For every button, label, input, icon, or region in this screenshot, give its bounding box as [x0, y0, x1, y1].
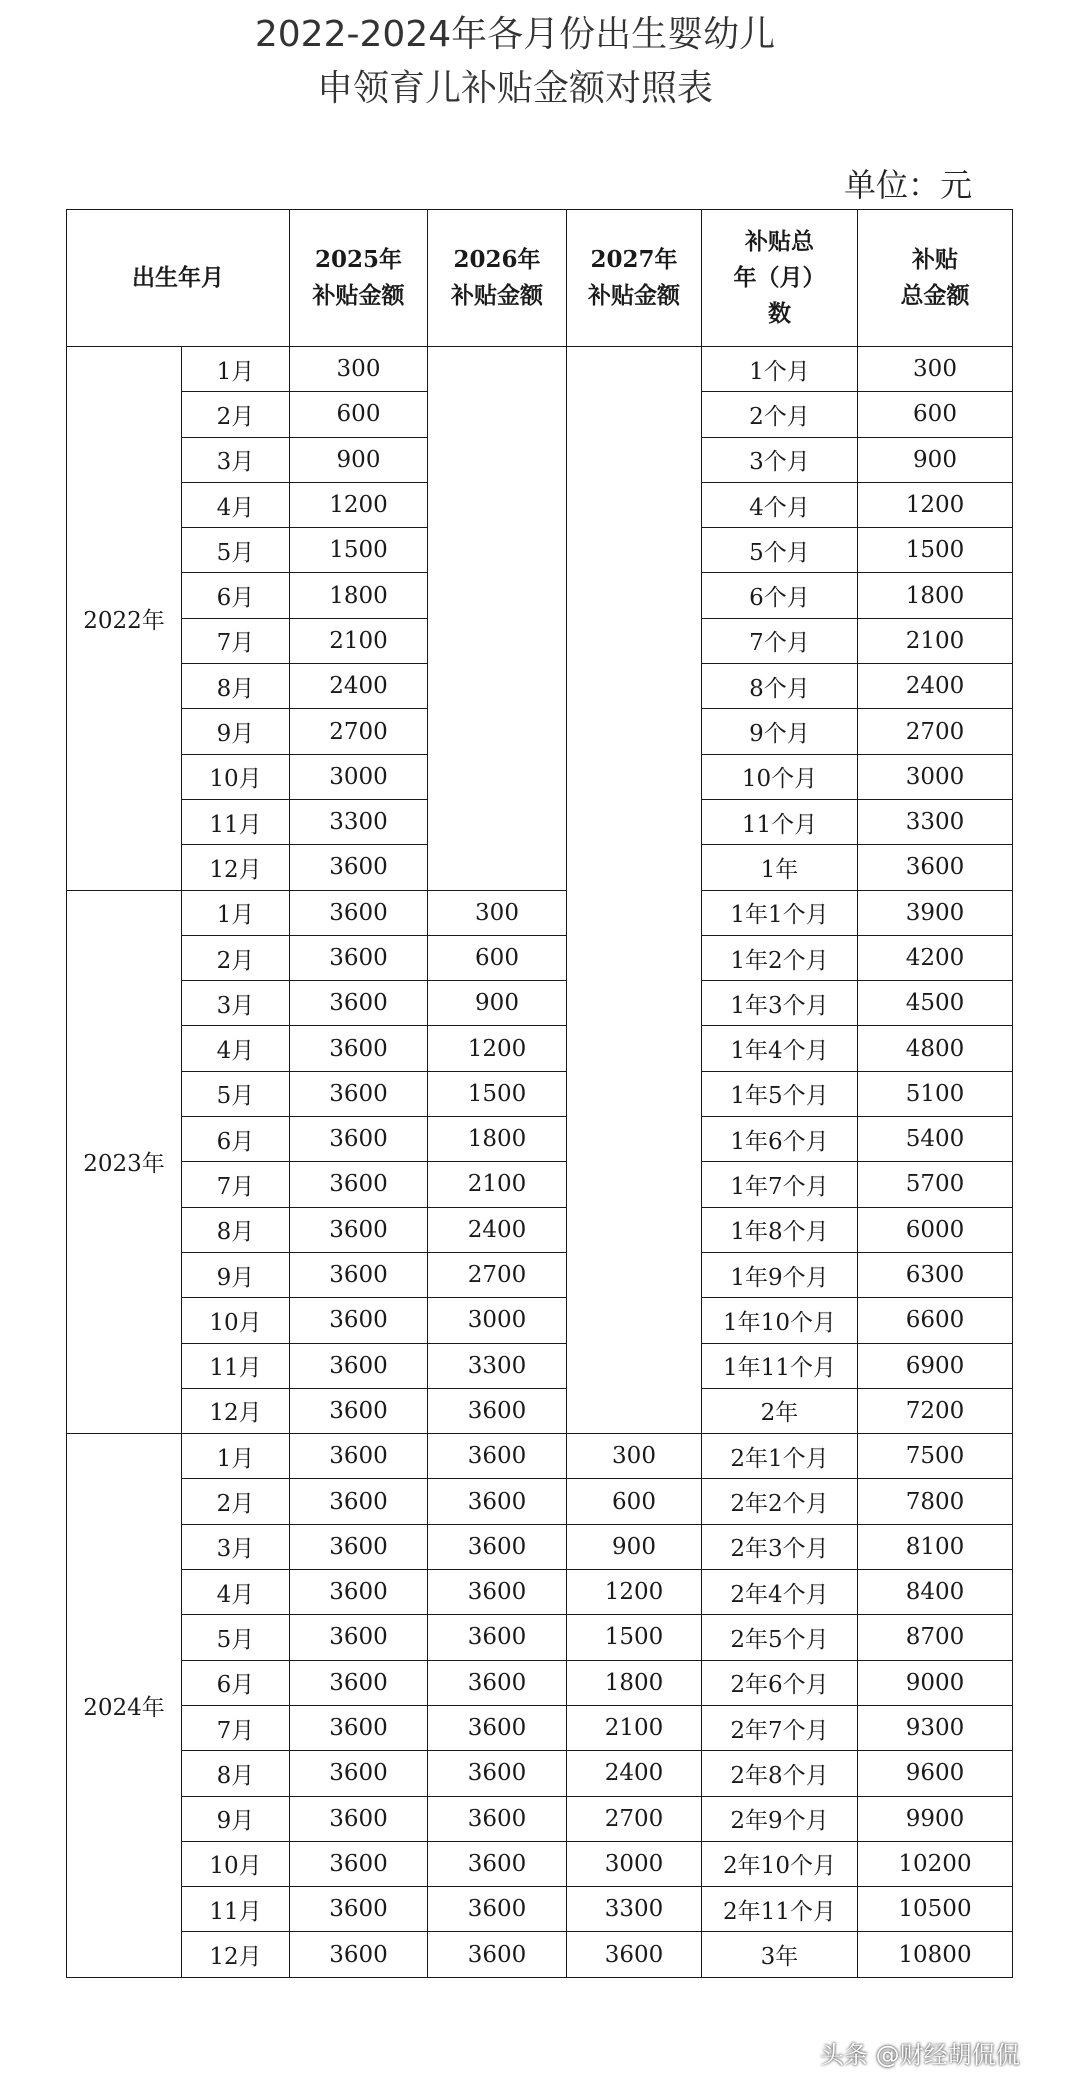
total-cell: 3300 [858, 799, 1013, 844]
duration-cell: 5个月 [702, 528, 858, 573]
duration-cell: 2年9个月 [702, 1796, 858, 1841]
month-cell: 4月 [182, 1570, 290, 1615]
watermark: 头条 @财经胡侃侃 [820, 2041, 1020, 2069]
total-cell: 6600 [858, 1298, 1013, 1343]
total-cell: 8400 [858, 1570, 1013, 1615]
amount-2025-cell: 3600 [290, 1660, 428, 1705]
month-cell: 8月 [182, 1751, 290, 1796]
amount-2026-cell: 300 [428, 890, 567, 935]
amount-2026-cell: 600 [428, 935, 567, 980]
amount-2025-cell: 600 [290, 392, 428, 437]
amount-2026-cell: 2400 [428, 1207, 567, 1252]
month-cell: 11月 [182, 1343, 290, 1388]
amount-2025-cell: 900 [290, 437, 428, 482]
amount-2025-cell: 3600 [290, 1434, 428, 1479]
total-cell: 1500 [858, 528, 1013, 573]
duration-cell: 2年6个月 [702, 1660, 858, 1705]
amount-2026-cell: 2700 [428, 1252, 567, 1297]
month-cell: 9月 [182, 1796, 290, 1841]
duration-cell: 2年1个月 [702, 1434, 858, 1479]
amount-2025-cell: 3600 [290, 1615, 428, 1660]
total-cell: 2100 [858, 618, 1013, 663]
amount-2026-cell: 3600 [428, 1887, 567, 1932]
table-row [67, 1071, 1013, 1116]
amount-2025-cell: 3600 [290, 1252, 428, 1297]
month-cell: 3月 [182, 437, 290, 482]
amount-2025-cell: 3600 [290, 1841, 428, 1886]
month-cell: 1月 [182, 1434, 290, 1479]
month-cell: 12月 [182, 845, 290, 890]
amount-2025-cell: 3600 [290, 1570, 428, 1615]
amount-2025-cell: 3600 [290, 1524, 428, 1569]
total-cell: 1800 [858, 573, 1013, 618]
total-cell: 9000 [858, 1660, 1013, 1705]
amount-2026-cell: 3600 [428, 1796, 567, 1841]
amount-2026-cell: 3600 [428, 1570, 567, 1615]
amount-2025-cell: 3600 [290, 1162, 428, 1207]
amount-2026-cell: 3600 [428, 1660, 567, 1705]
total-cell: 3600 [858, 845, 1013, 890]
month-cell: 10月 [182, 1298, 290, 1343]
amount-2026-cell: 900 [428, 981, 567, 1026]
amount-2026-cell: 1200 [428, 1026, 567, 1071]
amount-2025-cell: 3600 [290, 1796, 428, 1841]
duration-cell: 3年 [702, 1932, 858, 1977]
total-cell: 1200 [858, 482, 1013, 527]
total-cell: 9900 [858, 1796, 1013, 1841]
amount-2025-cell: 3600 [290, 845, 428, 890]
amount-2025-cell: 3600 [290, 1026, 428, 1071]
amount-2025-cell: 300 [290, 347, 428, 392]
duration-cell: 4个月 [702, 482, 858, 527]
amount-2026-cell: 1500 [428, 1071, 567, 1116]
header-2025: 2025年 补贴金额 [290, 210, 428, 347]
amount-2026-cell: 3600 [428, 1434, 567, 1479]
month-cell: 12月 [182, 1932, 290, 1977]
amount-2025-cell: 3600 [290, 1705, 428, 1750]
month-cell: 5月 [182, 1615, 290, 1660]
amount-2027-cell: 3000 [567, 1841, 702, 1886]
month-cell: 10月 [182, 1841, 290, 1886]
amount-2027-cell: 900 [567, 1524, 702, 1569]
total-cell: 4500 [858, 981, 1013, 1026]
month-cell: 5月 [182, 1071, 290, 1116]
table-row [67, 1479, 1013, 1524]
total-cell: 8100 [858, 1524, 1013, 1569]
total-cell: 7200 [858, 1388, 1013, 1433]
month-cell: 3月 [182, 1524, 290, 1569]
year-cell: 2024年 [67, 1434, 182, 1978]
amount-2027-cell: 1200 [567, 1570, 702, 1615]
total-cell: 4200 [858, 935, 1013, 980]
duration-cell: 2个月 [702, 392, 858, 437]
amount-2027-cell: 3300 [567, 1887, 702, 1932]
duration-cell: 2年 [702, 1388, 858, 1433]
duration-cell: 1年9个月 [702, 1252, 858, 1297]
month-cell: 8月 [182, 664, 290, 709]
table-row [67, 1570, 1013, 1615]
unit-label: 单位：元 [844, 166, 973, 204]
amount-2026-cell: 3300 [428, 1343, 567, 1388]
empty-2027-cell [567, 347, 702, 1434]
amount-2025-cell: 3600 [290, 1343, 428, 1388]
table-row [67, 1298, 1013, 1343]
total-cell: 6300 [858, 1252, 1013, 1297]
year-cell: 2023年 [67, 890, 182, 1434]
amount-2027-cell: 600 [567, 1479, 702, 1524]
amount-2027-cell: 2100 [567, 1705, 702, 1750]
month-cell: 11月 [182, 799, 290, 844]
table-row [67, 1207, 1013, 1252]
total-cell: 10500 [858, 1887, 1013, 1932]
month-cell: 7月 [182, 618, 290, 663]
duration-cell: 1年10个月 [702, 1298, 858, 1343]
table-row [67, 1524, 1013, 1569]
month-cell: 8月 [182, 1207, 290, 1252]
month-cell: 7月 [182, 1705, 290, 1750]
total-cell: 600 [858, 392, 1013, 437]
total-cell: 5700 [858, 1162, 1013, 1207]
duration-cell: 1年6个月 [702, 1117, 858, 1162]
amount-2025-cell: 1800 [290, 573, 428, 618]
amount-2025-cell: 3600 [290, 1388, 428, 1433]
header-birth: 出生年月 [67, 210, 290, 347]
duration-cell: 1年11个月 [702, 1343, 858, 1388]
amount-2025-cell: 3600 [290, 890, 428, 935]
duration-cell: 1年8个月 [702, 1207, 858, 1252]
table-row [67, 1660, 1013, 1705]
total-cell: 900 [858, 437, 1013, 482]
total-cell: 3900 [858, 890, 1013, 935]
total-cell: 7500 [858, 1434, 1013, 1479]
month-cell: 6月 [182, 573, 290, 618]
amount-2025-cell: 3600 [290, 1117, 428, 1162]
amount-2026-cell: 3600 [428, 1751, 567, 1796]
amount-2026-cell: 3600 [428, 1932, 567, 1977]
duration-cell: 11个月 [702, 799, 858, 844]
amount-2026-cell: 3600 [428, 1615, 567, 1660]
header-total: 补贴 总金额 [858, 210, 1013, 347]
table-row [67, 981, 1013, 1026]
amount-2026-cell: 3600 [428, 1524, 567, 1569]
amount-2026-cell: 2100 [428, 1162, 567, 1207]
amount-2027-cell: 300 [567, 1434, 702, 1479]
total-cell: 10800 [858, 1932, 1013, 1977]
total-cell: 6900 [858, 1343, 1013, 1388]
amount-2026-cell: 3600 [428, 1705, 567, 1750]
month-cell: 2月 [182, 1479, 290, 1524]
month-cell: 2月 [182, 392, 290, 437]
table-row [67, 347, 1013, 392]
table-row [67, 1343, 1013, 1388]
amount-2027-cell: 1800 [567, 1660, 702, 1705]
amount-2027-cell: 2700 [567, 1796, 702, 1841]
table-row [67, 1117, 1013, 1162]
month-cell: 10月 [182, 754, 290, 799]
amount-2025-cell: 2700 [290, 709, 428, 754]
duration-cell: 1年3个月 [702, 981, 858, 1026]
table-row [67, 935, 1013, 980]
month-cell: 3月 [182, 981, 290, 1026]
total-cell: 9300 [858, 1705, 1013, 1750]
month-cell: 1月 [182, 347, 290, 392]
total-cell: 4800 [858, 1026, 1013, 1071]
duration-cell: 2年7个月 [702, 1705, 858, 1750]
title-line-2: 申领育儿补贴金额对照表 [316, 68, 713, 109]
duration-cell: 2年4个月 [702, 1570, 858, 1615]
header-2027: 2027年 补贴金额 [567, 210, 702, 347]
table-row [67, 890, 1013, 935]
month-cell: 1月 [182, 890, 290, 935]
month-cell: 12月 [182, 1388, 290, 1433]
amount-2025-cell: 2400 [290, 664, 428, 709]
total-cell: 2700 [858, 709, 1013, 754]
total-cell: 5400 [858, 1117, 1013, 1162]
header-duration: 补贴总 年（月） 数 [702, 210, 858, 347]
amount-2025-cell: 3600 [290, 935, 428, 980]
total-cell: 5100 [858, 1071, 1013, 1116]
month-cell: 6月 [182, 1117, 290, 1162]
month-cell: 2月 [182, 935, 290, 980]
duration-cell: 1年7个月 [702, 1162, 858, 1207]
amount-2026-cell: 3600 [428, 1841, 567, 1886]
table-row [67, 1252, 1013, 1297]
total-cell: 6000 [858, 1207, 1013, 1252]
month-cell: 9月 [182, 1252, 290, 1297]
amount-2025-cell: 3000 [290, 754, 428, 799]
month-cell: 4月 [182, 482, 290, 527]
amount-2027-cell: 1500 [567, 1615, 702, 1660]
table-row [67, 1388, 1013, 1433]
amount-2027-cell: 2400 [567, 1751, 702, 1796]
total-cell: 8700 [858, 1615, 1013, 1660]
duration-cell: 7个月 [702, 618, 858, 663]
duration-cell: 10个月 [702, 754, 858, 799]
total-cell: 3000 [858, 754, 1013, 799]
table-row [67, 1162, 1013, 1207]
month-cell: 5月 [182, 528, 290, 573]
month-cell: 4月 [182, 1026, 290, 1071]
amount-2026-cell: 3000 [428, 1298, 567, 1343]
year-cell: 2022年 [67, 347, 182, 891]
duration-cell: 2年3个月 [702, 1524, 858, 1569]
table-row [67, 1705, 1013, 1750]
duration-cell: 2年5个月 [702, 1615, 858, 1660]
table-row [67, 1026, 1013, 1071]
month-cell: 9月 [182, 709, 290, 754]
table-row [67, 1796, 1013, 1841]
duration-cell: 1年5个月 [702, 1071, 858, 1116]
duration-cell: 1个月 [702, 347, 858, 392]
header-row [67, 210, 1013, 347]
duration-cell: 9个月 [702, 709, 858, 754]
amount-2025-cell: 2100 [290, 618, 428, 663]
amount-2025-cell: 3600 [290, 1932, 428, 1977]
title-line-1: 2022-2024年各月份出生婴幼儿 [254, 14, 776, 55]
duration-cell: 2年2个月 [702, 1479, 858, 1524]
total-cell: 9600 [858, 1751, 1013, 1796]
amount-2025-cell: 3600 [290, 1887, 428, 1932]
month-cell: 7月 [182, 1162, 290, 1207]
duration-cell: 6个月 [702, 573, 858, 618]
amount-2026-cell: 1800 [428, 1117, 567, 1162]
total-cell: 7800 [858, 1479, 1013, 1524]
duration-cell: 1年 [702, 845, 858, 890]
total-cell: 300 [858, 347, 1013, 392]
amount-2025-cell: 3600 [290, 1298, 428, 1343]
month-cell: 6月 [182, 1660, 290, 1705]
table-row [67, 1887, 1013, 1932]
total-cell: 10200 [858, 1841, 1013, 1886]
table-row [67, 1615, 1013, 1660]
total-cell: 2400 [858, 664, 1013, 709]
table-row [67, 1932, 1013, 1977]
duration-cell: 1年1个月 [702, 890, 858, 935]
duration-cell: 8个月 [702, 664, 858, 709]
table-row [67, 1751, 1013, 1796]
duration-cell: 2年10个月 [702, 1841, 858, 1886]
amount-2025-cell: 3600 [290, 1479, 428, 1524]
header-2026: 2026年 补贴金额 [428, 210, 567, 347]
empty-2026-cell [428, 347, 567, 891]
subsidy-table [66, 209, 1013, 1978]
duration-cell: 2年11个月 [702, 1887, 858, 1932]
amount-2025-cell: 3600 [290, 1207, 428, 1252]
amount-2025-cell: 1200 [290, 482, 428, 527]
month-cell: 11月 [182, 1887, 290, 1932]
amount-2025-cell: 3600 [290, 1071, 428, 1116]
duration-cell: 1年4个月 [702, 1026, 858, 1071]
amount-2026-cell: 3600 [428, 1388, 567, 1433]
table-row [67, 1841, 1013, 1886]
amount-2026-cell: 3600 [428, 1479, 567, 1524]
amount-2025-cell: 3300 [290, 799, 428, 844]
amount-2025-cell: 3600 [290, 981, 428, 1026]
amount-2025-cell: 3600 [290, 1751, 428, 1796]
duration-cell: 1年2个月 [702, 935, 858, 980]
duration-cell: 2年8个月 [702, 1751, 858, 1796]
amount-2025-cell: 1500 [290, 528, 428, 573]
duration-cell: 3个月 [702, 437, 858, 482]
table-row [67, 1434, 1013, 1479]
amount-2027-cell: 3600 [567, 1932, 702, 1977]
